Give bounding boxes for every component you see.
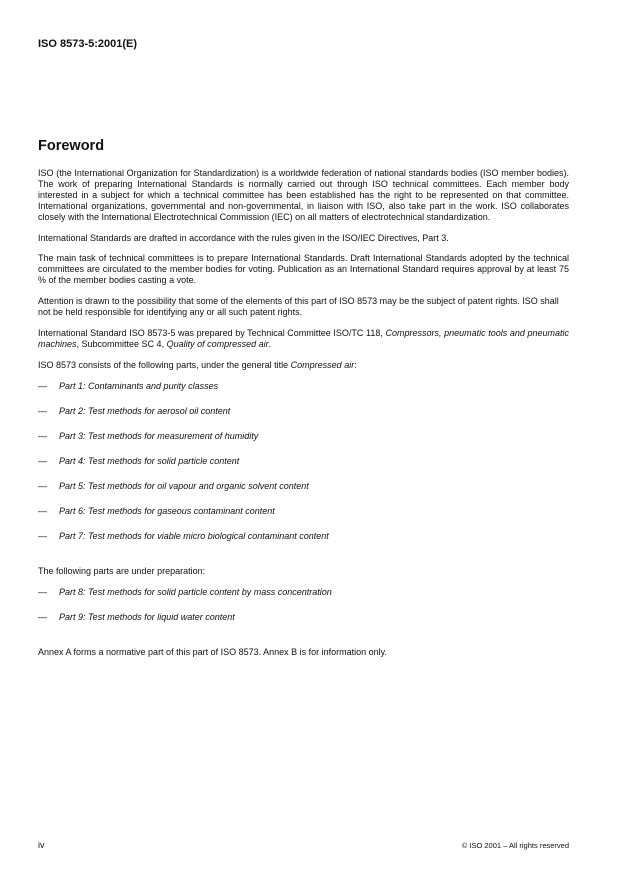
part-title: Part 9: Test methods for liquid water content	[59, 611, 235, 622]
paragraph: The main task of technical committees is to prepare International Standards. Draft International Standards adopted by the technical committees are circulated to the member bodies for voting. Publication as an International Standard requires approval by at least 75 % of the member bodies casting a vote.	[38, 253, 569, 286]
dash: —	[38, 405, 47, 416]
list-item	[38, 612, 569, 637]
text-run: .	[268, 338, 272, 349]
paragraph: The following parts are under preparation:	[38, 565, 206, 576]
document-id: ISO 8573-5:2001(E)	[38, 38, 138, 50]
dash: —	[38, 586, 47, 597]
list-item	[38, 431, 569, 456]
text-run: ISO 8573 consists of the following parts, under the general title	[38, 359, 289, 370]
text-run: International Standard ISO 8573-5 was prepared by Technical Committee ISO/TC 118,	[38, 327, 383, 338]
list-item	[38, 406, 569, 431]
paragraph: International Standards are drafted in accordance with the rules given in the ISO/IEC Directives, Part 3.	[38, 232, 449, 243]
parts-in-preparation-list	[38, 587, 569, 637]
part-title: Part 6: Test methods for gaseous contaminant content	[59, 505, 275, 516]
list-item	[38, 531, 569, 556]
parts-list	[38, 381, 569, 556]
list-item	[38, 381, 569, 406]
foreword-body	[38, 168, 569, 668]
part-title: Part 5: Test methods for oil vapour and organic solvent content	[59, 480, 309, 491]
list-item	[38, 456, 569, 481]
list-item	[38, 506, 569, 531]
committee-title: Compressors, pneumatic tools and pneumatic machines	[38, 327, 569, 349]
list-item	[38, 587, 569, 612]
part-title: Part 1: Contaminants and purity classes	[59, 380, 219, 391]
page-title: Foreword	[38, 138, 105, 154]
paragraph	[38, 328, 569, 350]
dash: —	[38, 505, 47, 516]
dash: —	[38, 380, 47, 391]
text-run: , Subcommittee SC 4,	[76, 338, 165, 349]
part-title: Part 8: Test methods for solid particle content by mass concentration	[59, 586, 332, 597]
paragraph: ISO (the International Organization for Standardization) is a worldwide federation of national standards bodies (ISO member bodies). The work of preparing International Standards is normally carried out through ISO technical committees. Each member body interested in a subject for which a technical committee has been established has the right to be represented on that committee. International organizations, governmental and non-governmental, in liaison with ISO, also take part in the work. ISO collaborates closely with the International Electrotechnical Commission (IEC) on all matters of electrotechnical standardization.	[38, 168, 569, 222]
list-item	[38, 481, 569, 506]
page-number: iv	[38, 840, 45, 850]
part-title: Part 4: Test methods for solid particle content	[59, 455, 240, 466]
dash: —	[38, 530, 47, 541]
part-title: Part 3: Test methods for measurement of humidity	[59, 430, 259, 441]
part-title: Part 7: Test methods for viable micro biological contaminant content	[59, 530, 329, 541]
part-title: Part 2: Test methods for aerosol oil content	[59, 405, 231, 416]
text-run: :	[354, 359, 357, 370]
paragraph: Annex A forms a normative part of this part of ISO 8573. Annex B is for information only.	[38, 646, 388, 657]
subcommittee-title: Quality of compressed air	[166, 338, 269, 349]
paragraph: Attention is drawn to the possibility that some of the elements of this part of ISO 8573 may be the subject of patent rights. ISO shall not be held responsible for identifying any or all such patent rights.	[38, 296, 559, 318]
paragraph	[38, 360, 569, 371]
dash: —	[38, 611, 47, 622]
dash: —	[38, 455, 47, 466]
dash: —	[38, 430, 47, 441]
copyright-notice: © ISO 2001 – All rights reserved	[461, 841, 569, 850]
general-title: Compressed air	[290, 359, 355, 370]
dash: —	[38, 480, 47, 491]
